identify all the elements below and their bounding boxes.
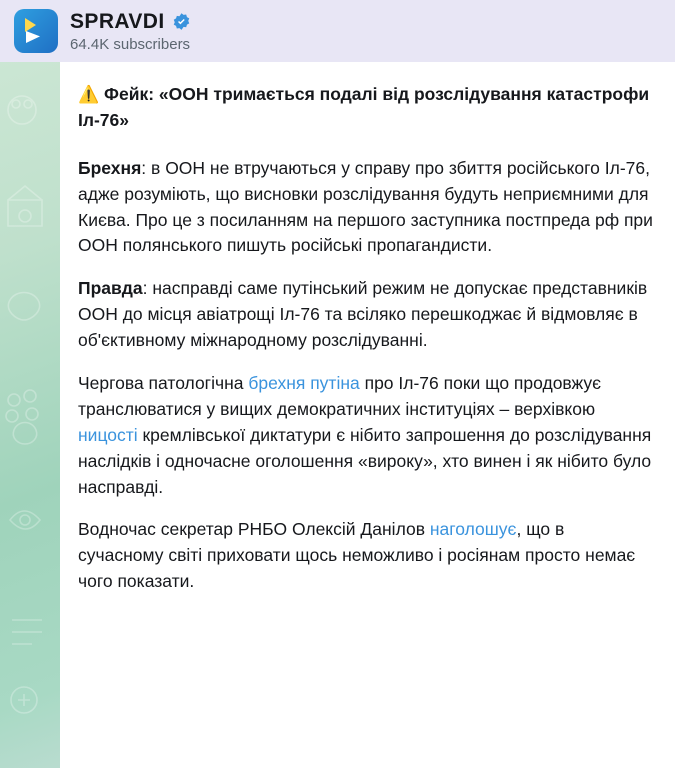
link-naholoshuye[interactable]: наголошує	[429, 519, 517, 540]
post-headline	[78, 82, 653, 134]
lie-separator: :	[141, 157, 152, 178]
channel-header-text	[70, 10, 191, 53]
avatar-shape-icon	[25, 18, 36, 32]
verified-badge-icon	[172, 12, 191, 31]
link-nytsosti[interactable]: ницості	[78, 424, 138, 445]
para3-after: кремлівської диктатури є нібито запрошення до розслідування наслідків і одночасне оголошення «вироку», хто винен і як нібито було насправді.	[78, 424, 652, 497]
lie-text: в ООН не втручаються у справу про збиття російського Іл-76, адже розуміють, що висновки розслідування будуть неприємними для Києва. Про це з посиланням на першого заступника постпреда рф при ООН полянського пишуть російські пропагандисти.	[78, 157, 653, 256]
channel-avatar[interactable]	[14, 9, 58, 53]
channel-name[interactable]: SPRAVDI	[70, 9, 165, 33]
channel-title-row	[70, 10, 191, 34]
lie-label: Брехня	[78, 157, 142, 178]
link-brehnya-putina[interactable]: брехня путіна	[248, 373, 360, 394]
truth-label: Правда	[78, 278, 143, 299]
warning-icon: ⚠️	[78, 85, 100, 104]
para4-before: Водночас секретар РНБО Олексій Данілов	[78, 519, 430, 540]
post-paragraph-lie	[78, 156, 653, 260]
para3-before: Чергова патологічна	[78, 373, 249, 394]
avatar-shape-secondary-icon	[26, 31, 40, 43]
para3-middle: про Іл-76 поки що продовжує транслюватися у вищих демократичних інституціях – верхівкою	[78, 373, 602, 419]
para4-after: , що в сучасному світі приховати щось неможливо і росіянам просто немає чого показати.	[78, 519, 636, 592]
truth-text: насправді саме путінський режим не допускає представників ООН до місця авіатрощі Іл-76 та всіляко перешкоджає й відмовляє в об'єктивному міжнародному розслідуванні.	[78, 278, 648, 351]
post-content	[60, 62, 675, 768]
post-message	[78, 82, 653, 595]
channel-header	[0, 0, 675, 62]
truth-separator: :	[142, 278, 153, 299]
post-paragraph-three	[78, 371, 653, 500]
post-paragraph-truth	[78, 276, 653, 354]
post-paragraph-four	[78, 517, 653, 595]
post-headline-text: Фейк: «ООН тримається подалі від розслідування катастрофи Іл-76»	[78, 84, 650, 130]
subscriber-count: 64.4K subscribers	[70, 35, 191, 53]
